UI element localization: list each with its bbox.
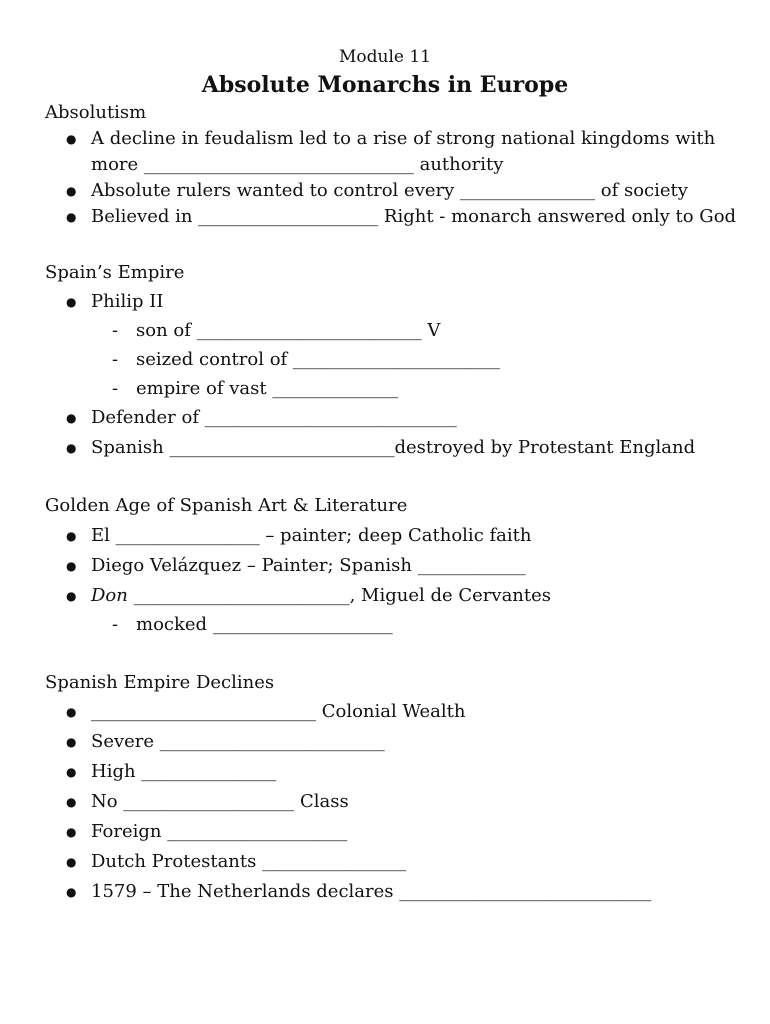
golden-item-don <box>91 585 551 606</box>
bullet-icon: ● <box>66 132 77 146</box>
spain-item-defender: Defender of ____________________________ <box>91 407 457 428</box>
bullet-icon: ● <box>66 529 77 543</box>
bullet-icon: ● <box>66 295 77 309</box>
bullet-icon: ● <box>66 210 77 224</box>
declines-item-2: Severe _________________________ <box>91 731 385 752</box>
section-title-spain: Spain’s Empire <box>45 262 185 283</box>
absolutism-item-1-cont: more ______________________________ authority <box>91 154 504 175</box>
don-rest: ________________________, Miguel de Cervantes <box>127 585 552 606</box>
declines-item-3: High _______________ <box>91 761 277 782</box>
bullet-icon: ● <box>66 795 77 809</box>
golden-item-velazquez: Diego Velázquez – Painter; Spanish ____________ <box>91 555 526 576</box>
bullet-icon: ● <box>66 855 77 869</box>
declines-item-4: No ___________________ Class <box>91 791 349 812</box>
bullet-icon: ● <box>66 705 77 719</box>
bullet-icon: ● <box>66 765 77 779</box>
declines-item-6: Dutch Protestants ________________ <box>91 851 407 872</box>
bullet-icon: ● <box>66 411 77 425</box>
bullet-icon: ● <box>66 825 77 839</box>
don-italic: Don <box>91 585 128 606</box>
absolutism-item-2: Absolute rulers wanted to control every _______________ of society <box>91 180 688 201</box>
dash-icon: - <box>112 614 119 635</box>
dash-icon: - <box>112 378 119 399</box>
bullet-icon: ● <box>66 441 77 455</box>
bullet-icon: ● <box>66 885 77 899</box>
declines-item-1: _________________________ Colonial Wealth <box>91 701 466 722</box>
section-title-golden-age: Golden Age of Spanish Art & Literature <box>45 495 408 516</box>
bullet-icon: ● <box>66 559 77 573</box>
section-title-declines: Spanish Empire Declines <box>45 672 275 693</box>
declines-item-5: Foreign ____________________ <box>91 821 348 842</box>
absolutism-item-1: A decline in feudalism led to a rise of strong national kingdoms with <box>91 128 716 149</box>
spain-item-philip: Philip II <box>91 291 164 312</box>
bullet-icon: ● <box>66 589 77 603</box>
dash-icon: - <box>112 349 119 370</box>
bullet-icon: ● <box>66 735 77 749</box>
spain-item-spanish: Spanish _________________________destroyed by Protestant England <box>91 437 696 458</box>
absolutism-item-3: Believed in ____________________ Right - monarch answered only to God <box>91 206 737 227</box>
golden-subitem-mocked: mocked ____________________ <box>136 614 393 635</box>
spain-subitem-3: empire of vast ______________ <box>136 378 399 399</box>
declines-item-7: 1579 – The Netherlands declares ____________________________ <box>91 881 652 902</box>
golden-item-el: El ________________ – painter; deep Catholic faith <box>91 525 532 546</box>
bullet-icon: ● <box>66 184 77 198</box>
module-label: Module 11 <box>338 47 431 67</box>
spain-subitem-1: son of _________________________ V <box>136 320 441 341</box>
dash-icon: - <box>112 320 119 341</box>
section-title-absolutism: Absolutism <box>45 102 147 123</box>
spain-subitem-2: seized control of _______________________ <box>136 349 500 370</box>
page-title: Absolute Monarchs in Europe <box>201 72 569 98</box>
